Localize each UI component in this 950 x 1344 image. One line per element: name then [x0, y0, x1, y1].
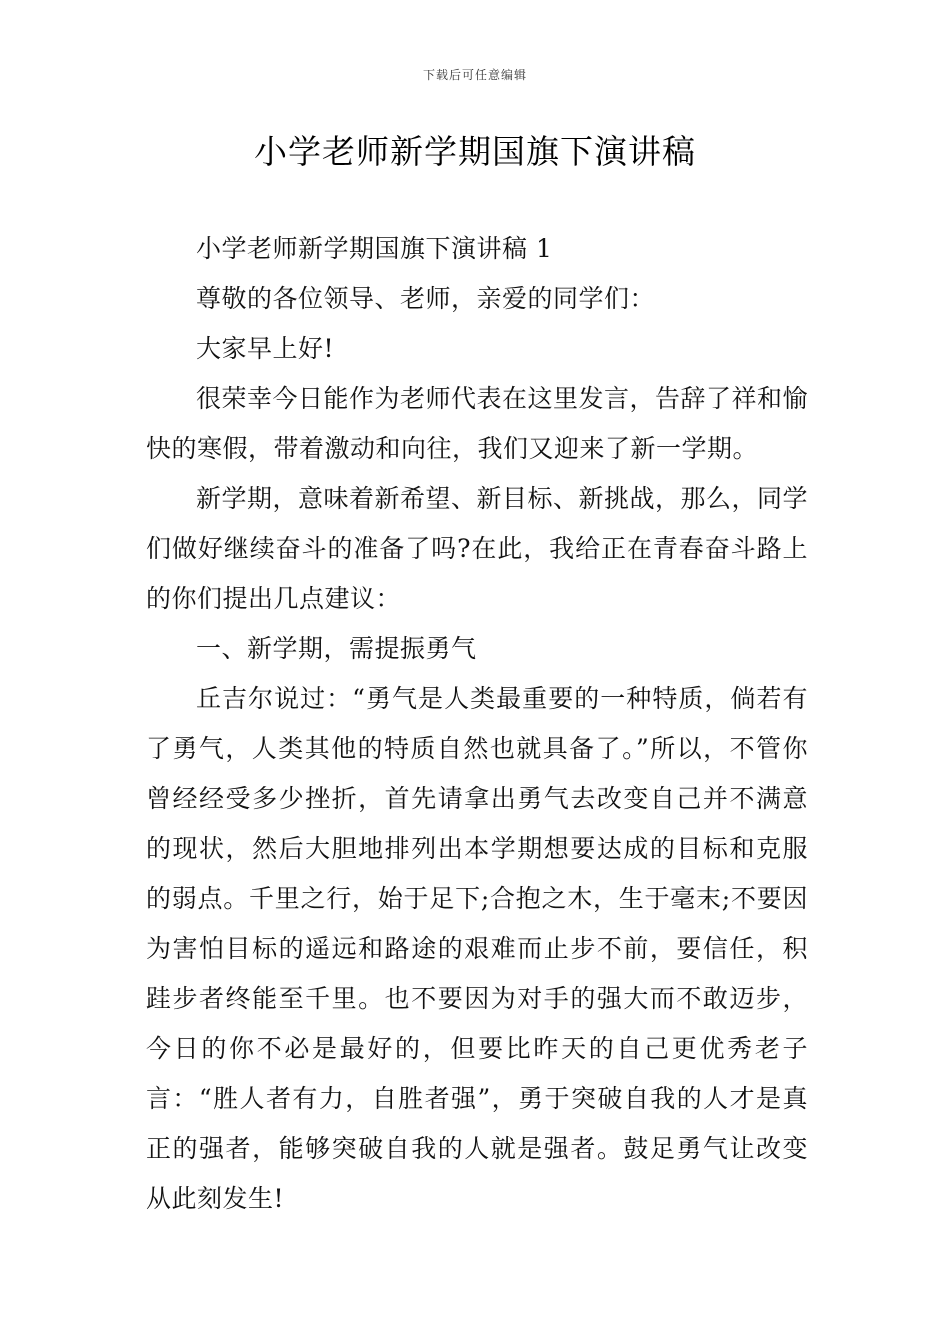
paragraph-greeting: 尊敬的各位领导、老师，亲爱的同学们：	[196, 284, 656, 313]
paragraph-heading: 小学老师新学期国旗下演讲稿 1	[196, 234, 553, 263]
paragraph-courage: 丘吉尔说过：“勇气是人类最重要的一种特质，倘若有了勇气，人类其他的特质自然也就具备了。”所以，不管你曾经经受多少挫折，首先请拿出勇气去改变自己并不满意的现状，然后大胆地排列出本学期想要达成的目标和克服的弱点。千里之行，始于足下;合抱之木，生于毫末;不要因为害怕目标的遥远和路途的艰难而止步不前，要信任，积跬步者终能至千里。也不要因为对手的强大而不敢迈步，今日的你不必是最好的，但要比昨天的自己更优秀老子言：“胜人者有力，自胜者强”，勇于突破自我的人才是真正的强者，能够突破自我的人就是强者。鼓足勇气让改变从此刻发生!	[146, 684, 808, 1213]
document-body	[146, 224, 808, 1224]
paragraph-section-one: 一、新学期，需提振勇气	[196, 634, 477, 663]
paragraph-intro: 很荣幸今日能作为老师代表在这里发言，告辞了祥和愉快的寒假，带着激动和向往，我们又迎来了新一学期。	[146, 384, 809, 463]
document-title: 小学老师新学期国旗下演讲稿	[254, 132, 696, 171]
paragraph-new-term: 新学期，意味着新希望、新目标、新挑战，那么，同学们做好继续奋斗的准备了吗?在此，我给正在青春奋斗路上的你们提出几点建议：	[146, 484, 809, 613]
paragraph-morning: 大家早上好!	[196, 334, 335, 363]
header-note: 下载后可任意编辑	[422, 68, 527, 82]
